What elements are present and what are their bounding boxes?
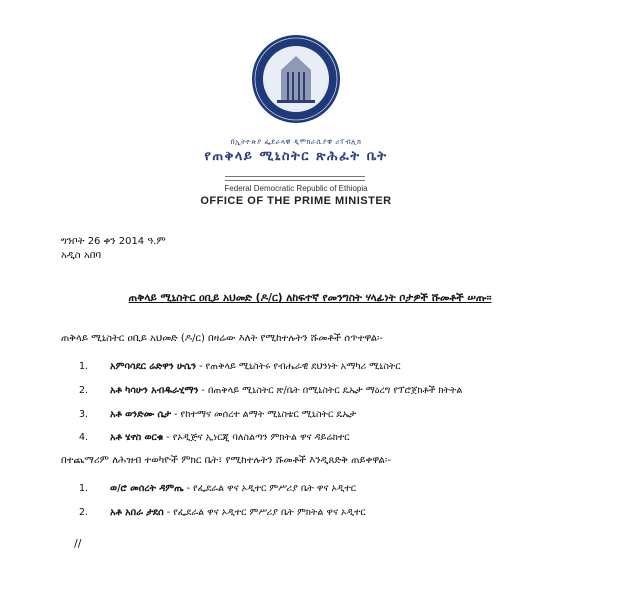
appointee-role: - የከተማና መሰረተ ልማት ሚኒስቴር ሚኒስትር ዴኤታ [171, 409, 357, 420]
nominee-role: - የፌደራል ዋና ኦዲተር ምሥሪያ ቤት ምክትል ዋና ኦዲተር [163, 507, 366, 518]
nominee-name: ወ/ሮ መሰረት ዳምጤ [110, 483, 184, 494]
appointee-name: አምባሳደር ሬድዋን ሁሴን [110, 361, 197, 372]
letterhead-divider [225, 180, 365, 181]
appointee-role: - በጠቅላይ ሚኒስትር ጽ/ቤት በሚኒስትር ዴኤታ ማዕረግ የፕሮጀክቶች ክትትል [198, 385, 463, 396]
list-item [79, 507, 366, 518]
closing-mark: // [74, 537, 82, 550]
list-item-number: 4. [79, 432, 89, 443]
list-item-number: 1. [79, 483, 89, 494]
letterhead-amharic-country: በኢትዮጵያ ፌደራላዊ ዲሞክራሲያዊ ሪፐብሊክ [230, 138, 362, 146]
letterhead-english-office: OFFICE OF THE PRIME MINISTER [200, 195, 392, 207]
release-date: ግንቦት 26 ቀን 2014 ዓ.ም [61, 236, 166, 247]
letterhead-amharic-office: የጠቅላይ ሚኒስትር ጽሕፈት ቤት [204, 149, 388, 164]
pmo-seal-logo [251, 34, 341, 124]
appointee-role: - የኦዲጅና ኢነርጂ ባለስልጣን ምክትል ዋና ዳይሬክተር [163, 432, 350, 443]
appointee-role: - የጠቅላይ ሚኒስትሩ የብሔራዊ ደህንነት አማካሪ ሚኒስትር [196, 361, 401, 372]
list-item-number: 1. [79, 361, 89, 372]
release-title: ጠቅላይ ሚኒስትር ዐቢይ አህመድ (ዶ/ር) ለከፍተኛ የመንግስት ሃላፊነት ቦታዎች ሹመቶች ሠጡ፡፡ [128, 292, 492, 304]
letterhead-english-country: Federal Democratic Republic of Ethiopia [224, 184, 368, 193]
list-item [79, 385, 462, 396]
appointee-name: አቶ ሄኖስ ወርቁ [110, 432, 164, 443]
intro-paragraph: ጠቅላይ ሚኒስትር ዐቢይ አህመድ (ዶ/ር) በዛሬው እለት የሚከተሉትን ሹመቶች ሰጥተዋል፡- [61, 333, 384, 344]
letterhead-divider [225, 176, 365, 177]
nominations-intro: በተጨማሪም ለሕዝብ ተወካዮች ምክር ቤት፣ የሚከተሉትን ሹመቶች እንዲጸድቅ ጠይቀዋል፡- [61, 455, 391, 466]
list-item [79, 409, 356, 420]
appointee-name: አቶ ካሳሁን አብዱራሂማን [110, 385, 199, 396]
list-item-number: 2. [79, 385, 89, 396]
list-item [79, 361, 401, 372]
list-item-number: 3. [79, 409, 89, 420]
list-item-number: 2. [79, 507, 89, 518]
list-item [79, 432, 350, 443]
list-item [79, 483, 356, 494]
nominee-name: አቶ አበራ ታደሰ [110, 507, 164, 518]
appointee-name: አቶ ወንድሙ ሴታ [110, 409, 172, 420]
release-place: አዲስ አበባ [61, 250, 102, 261]
nominee-role: - የፌደራል ዋና ኦዲተር ምሥሪያ ቤት ዋና ኦዲተር [183, 483, 357, 494]
